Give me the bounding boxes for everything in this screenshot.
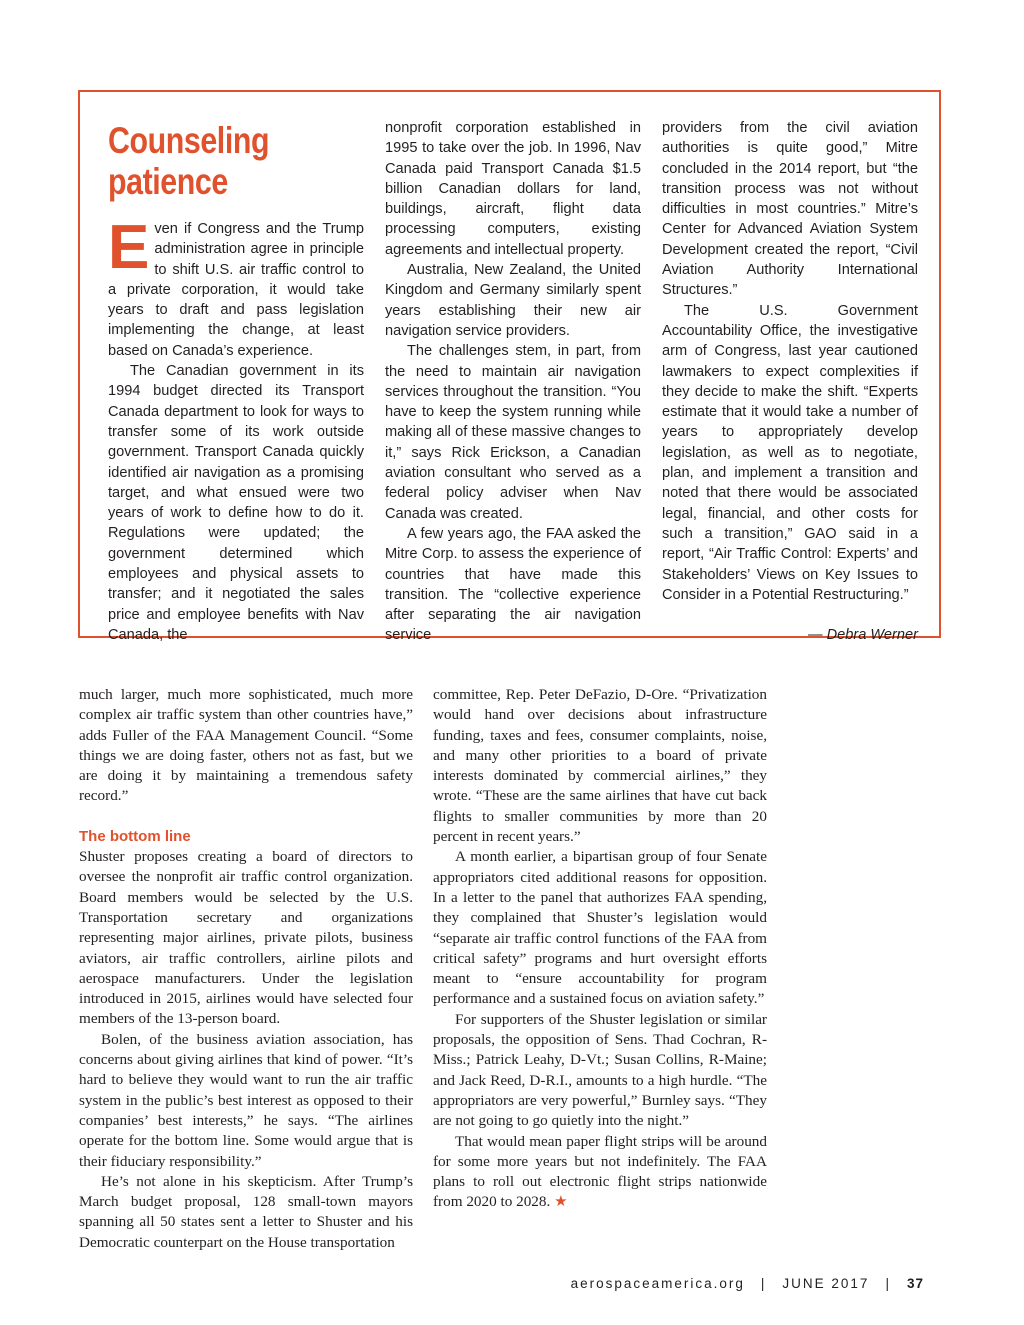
sidebar-paragraph: The U.S. Government Accountability Office, the investigative arm of Congress, last year cautioned lawmakers to expect complexities if they decide to make the shift. “Experts estimate that it would take a number of years to appropriately develop legislation, as well as to negotiate, plan, and implement a transition and noted that there would be associated legal, financial, and other costs for such a transition,” GAO said in a report, “Air Traffic Control: Experts’ and Stakeholders’ Views on Key Issues to Consider in a Potential Restructuring.” (662, 302, 918, 603)
body-paragraph: That would mean paper flight strips will be around for some more years but not indefinitely. The FAA plans to roll out electronic flight strips nationwide from 2020 to 2028. ★ (433, 1132, 767, 1211)
page-footer (571, 1276, 924, 1291)
sidebar-column-2 (385, 118, 641, 646)
body-paragraph: He’s not alone in his skepticism. After Trump’s March budget proposal, 128 small-town mayors spanning all 50 states sent a letter to Shuster and his Democratic counterpart on the House transportation (79, 1172, 413, 1251)
body-paragraph: Shuster proposes creating a board of directors to oversee the nonprofit air traffic control organization. Board members would be selected by the U.S. Transportation secretary and organizations representing major airlines, private pilots, business aviators, air traffic controllers, airline pilots and aerospace manufacturers. Under the legislation introduced in 2015, airlines would have selected four members of the 13-person board. (79, 848, 413, 1028)
end-star-icon: ★ (554, 1193, 568, 1211)
footer-separator: | (760, 1276, 767, 1291)
main-column-1 (79, 685, 413, 1253)
body-paragraph: A month earlier, a bipartisan group of four Senate appropriators cited additional reasons for opposition. In a letter to the panel that authorizes FAA spending, they complained that Shuster’s legislation would “separate air traffic control functions of the FAA from critical safety” programs and hurt oversight efforts meant to “ensure accountability for program performance and a sustained focus on aviation safety.” (433, 848, 767, 1008)
sidebar-paragraph: The challenges stem, in part, from the need to maintain air navigation services throughout the transition. “You have to keep the system running while making all of these massive changes to it,” says Rick Erickson, a Canadian aviation consultant who served as a federal policy adviser when Nav Canada was created. (385, 343, 641, 522)
sidebar-column-1 (108, 118, 364, 645)
footer-site: aerospaceamerica.org (570, 1276, 745, 1291)
sidebar-paragraph: providers from the civil aviation authorities is quite good,” Mitre concluded in the 2014 report, but “the transition process was not without difficulties in most countries.” Mitre’s Center for Advanced Aviation System Development created the report, “Civil Aviation Authority International Structures.” (662, 120, 918, 299)
body-paragraph: Bolen, of the business aviation association, has concerns about giving airlines that kind of power. “It’s hard to believe they would want to run the air traffic system in the public’s best interest as opposed to their companies’ best interests,” he says. “The airlines operate for the bottom line. Some would argue that is their fiduciary responsibility.” (79, 1030, 413, 1170)
page-number: 37 (906, 1276, 924, 1291)
body-paragraph: For supporters of the Shuster legislation or similar proposals, the opposition of Sens. Thad Cochran, R-Miss.; Patrick Leahy, D-Vt.; Susan Collins, R-Maine; and Jack Reed, D-R.I., amounts to a high hurdle. “The appropriators are very powerful,” Burnley says. “They are not going to go quietly into the night.” (433, 1010, 767, 1130)
section-subhead: The bottom line (79, 827, 191, 845)
body-paragraph: much larger, much more sophisticated, much more complex air traffic system than other countries have,” adds Fuller of the FAA Management Council. “Some things we are doing faster, others not as fast, but we are doing it by maintaining a tremendous safety record.” (79, 686, 413, 805)
sidebar-paragraph: Australia, New Zealand, the United Kingdom and Germany similarly spent years establishing their new air navigation service providers. (385, 262, 641, 339)
sidebar-headline: Counseling patience (108, 120, 270, 202)
sidebar-paragraph: The Canadian government in its 1994 budget directed its Transport Canada department to look for ways to transfer some of its work outside government. Transport Canada quickly identified air navigation as a promising target, and what ensued were two years of work to define how to do it. Regulations were updated; the government determined which employees and physical assets to transfer; and it negotiated the sales price and employee benefits with Nav Canada, the (108, 363, 364, 643)
sidebar-paragraph: nonprofit corporation established in 1995 to take over the job. In 1996, Nav Canada paid Transport Canada $1.5 billion Canadian dollars for land, buildings, aircraft, flight data processing computers, existing agreements and intellectual property. (385, 120, 641, 258)
main-column-2 (433, 685, 767, 1213)
sidebar-byline: — Debra Werner (807, 627, 918, 644)
footer-separator: | (885, 1276, 891, 1291)
sidebar-column-3 (662, 118, 918, 645)
drop-cap: E (108, 213, 150, 282)
sidebar-paragraph: A few years ago, the FAA asked the Mitre Corp. to assess the experience of countries that have made this transition. The “collective experience after separating the air navigation service (385, 525, 641, 644)
footer-issue: JUNE 2017 (782, 1276, 870, 1291)
body-paragraph: committee, Rep. Peter DeFazio, D-Ore. “Privatization would hand over decisions about infrastructure funding, taxes and fees, consumer complaints, noise, and many other priorities to a board of private interests dominated by commercial airlines,” they wrote. “These are the same airlines that have cut back flights to smaller communities by more than 20 percent in recent years.” (433, 686, 767, 846)
sidebar-paragraph: Even if Congress and the Trump administration agree in principle to shift U.S. air traffic control to a private corporation, it would take years to draft and pass legislation implementing the change, at least based on Canada’s experience. (108, 213, 364, 359)
